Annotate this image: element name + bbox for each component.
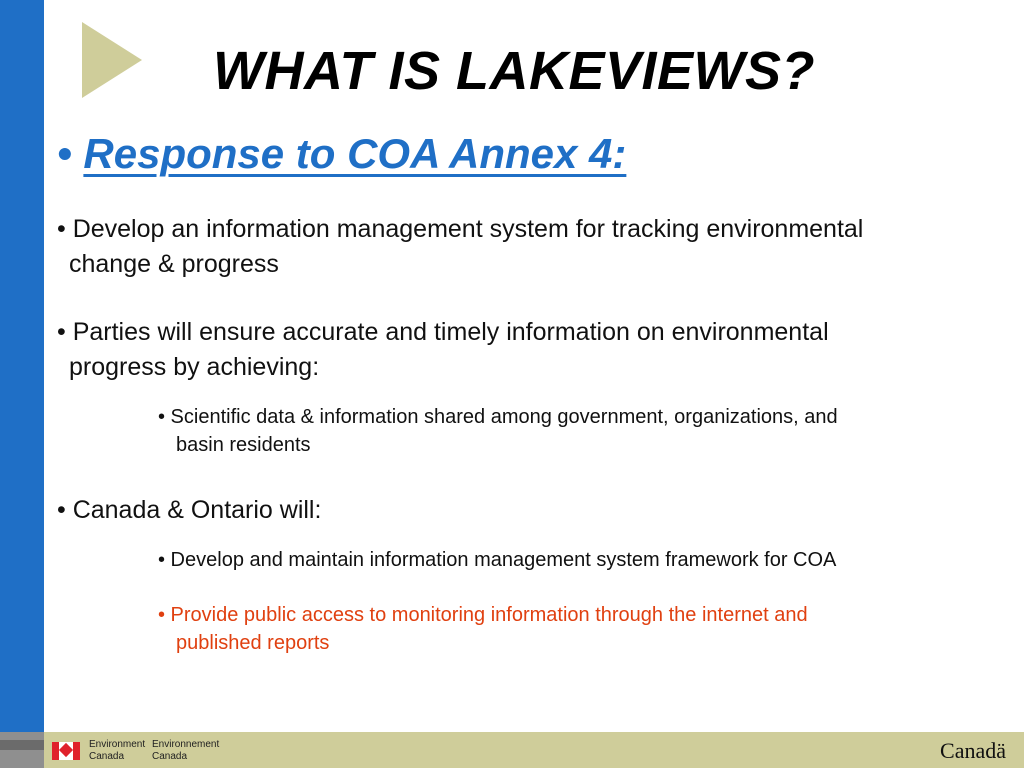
bullet-line: • Develop an information management system for tracking environmental (57, 215, 864, 243)
left-accent-bar (0, 0, 44, 732)
bullet-line: • Parties will ensure accurate and timely information on environmental (57, 318, 829, 346)
left-grey-block (0, 732, 44, 768)
bullet-line: progress by achieving: (69, 353, 320, 381)
bullet-line: • Scientific data & information shared among government, organizations, and (158, 406, 838, 428)
footer-bar (44, 732, 1024, 768)
heading-bullet: • (57, 130, 72, 177)
bullet-line: • Develop and maintain information management system framework for COA (158, 549, 837, 571)
heading-link[interactable]: Response to COA Annex 4: (83, 130, 627, 177)
department-name-french: Environnement Canada (152, 739, 220, 762)
bullet-parties (57, 315, 829, 385)
sub-bullet-framework (158, 546, 836, 574)
canada-flag-icon (52, 742, 80, 760)
department-name-english: Environment Canada (89, 739, 146, 762)
bullet-line: published reports (176, 632, 330, 654)
section-heading (57, 130, 626, 178)
bullet-line: change & progress (69, 250, 279, 278)
sub-bullet-public-access (158, 601, 808, 657)
sub-bullet-scientific-data (158, 403, 838, 459)
left-grey-stripe (0, 740, 44, 750)
canada-wordmark: Canadä (940, 738, 1006, 763)
bullet-line: basin residents (176, 434, 311, 456)
slide-title: WHAT IS LAKEVIEWS? (213, 41, 815, 101)
bullet-line: • Canada & Ontario will: (57, 496, 322, 524)
bullet-canada-ontario (57, 493, 321, 528)
play-arrow-icon (82, 22, 142, 98)
bullet-develop-system (57, 212, 863, 282)
bullet-line: • Provide public access to monitoring information through the internet and (158, 604, 808, 626)
